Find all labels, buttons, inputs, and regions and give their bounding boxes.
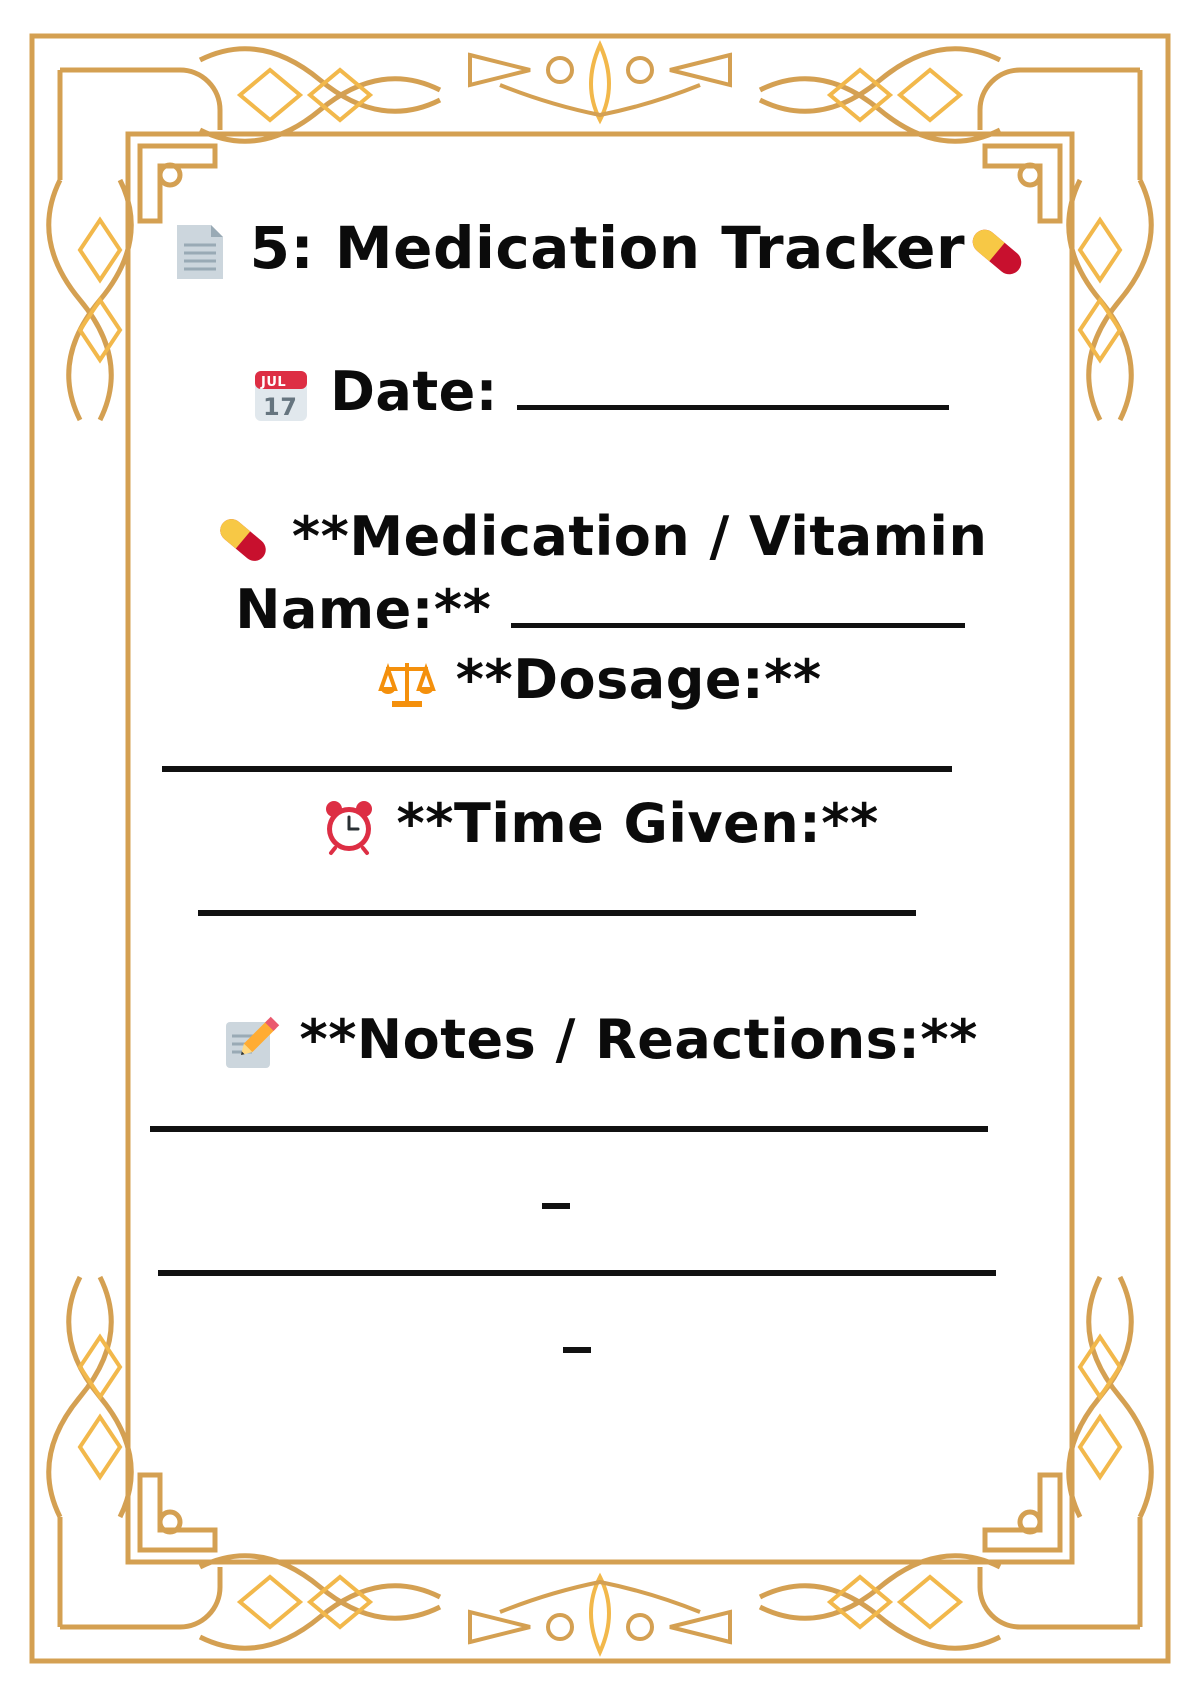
date-row	[0, 360, 1200, 425]
date-label: Date:	[330, 360, 498, 423]
notes-label: **Notes / Reactions:**	[299, 1008, 978, 1071]
dosage-label: **Dosage:**	[455, 648, 822, 711]
notes-line-2-dash	[563, 1347, 591, 1353]
page-title	[0, 214, 1200, 284]
notes-input-line-1[interactable]	[150, 1126, 988, 1132]
medication-label-line1: **Medication / Vitamin	[291, 505, 988, 568]
document-icon	[171, 221, 229, 283]
svg-text:JUL: JUL	[260, 375, 286, 391]
dosage-row	[0, 648, 1200, 711]
title-text: 5: Medication Tracker	[249, 214, 966, 282]
notes-line-1-dash	[542, 1203, 570, 1209]
time-given-input-line[interactable]	[198, 910, 916, 916]
medication-name-row	[0, 578, 1200, 641]
time-given-row	[0, 792, 1200, 856]
pill-icon	[965, 220, 1029, 284]
notes-row	[0, 1008, 1200, 1072]
svg-text:17: 17	[262, 393, 298, 422]
pill-icon	[213, 510, 273, 570]
time-given-label: **Time Given:**	[396, 792, 879, 855]
alarm-clock-icon	[321, 798, 377, 856]
dosage-input-line[interactable]	[162, 766, 952, 772]
medication-label-line2: Name:**	[235, 578, 492, 641]
notes-input-line-2[interactable]	[158, 1270, 996, 1276]
medication-name-input-line[interactable]	[511, 621, 965, 628]
memo-icon	[222, 1014, 280, 1072]
calendar-icon	[251, 365, 311, 425]
date-input-line[interactable]	[517, 403, 949, 410]
medication-label-row	[0, 505, 1200, 570]
scales-icon	[378, 655, 436, 711]
